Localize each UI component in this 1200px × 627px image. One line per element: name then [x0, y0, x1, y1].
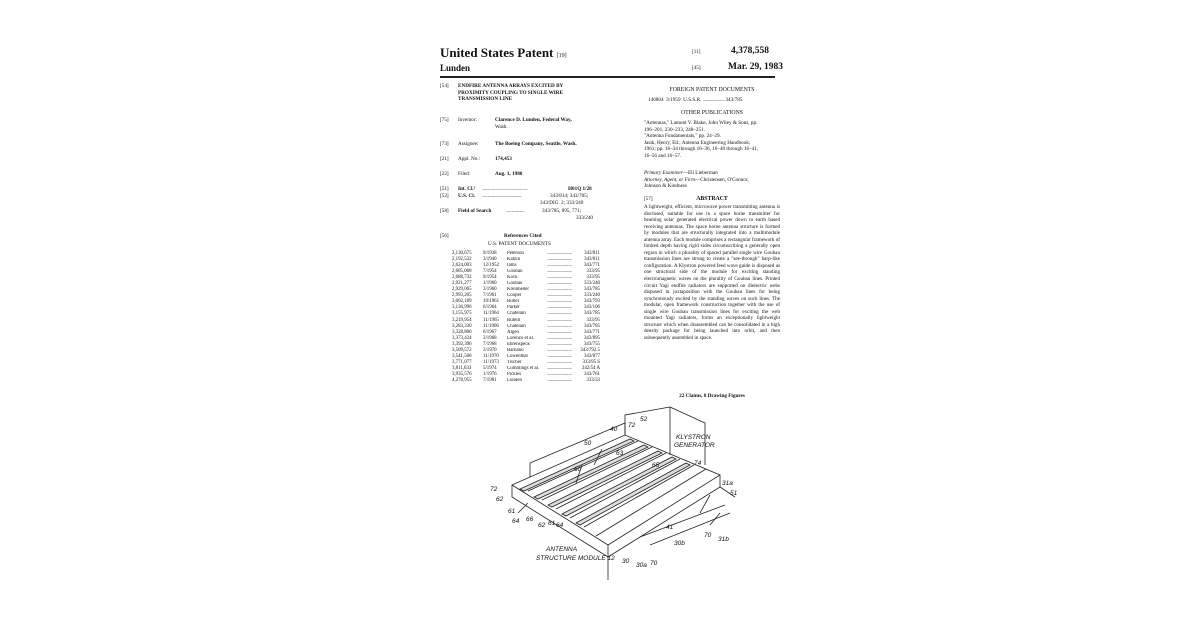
ref-dots: ..................................: [547, 317, 572, 323]
ref-class: 343/785: [583, 311, 600, 317]
ref-dots: ..................................: [547, 263, 572, 269]
label-62b: 62: [538, 522, 546, 529]
inventor-label: Inventor:: [458, 117, 478, 123]
ref-dots: ..................................: [547, 251, 572, 256]
label-40: 40: [610, 426, 618, 433]
ref-dots: ..................................: [547, 329, 572, 335]
inventor-surname: Lunden: [440, 63, 471, 73]
date-code: [45]: [692, 65, 701, 71]
ref-dots: ..................................: [547, 299, 572, 305]
ref-class: 343/895: [583, 335, 600, 341]
ref-class: 333/95: [586, 269, 600, 275]
refs-code: [56]: [440, 233, 449, 239]
ref-inventor: Goubau: [507, 281, 523, 287]
ref-date: 9/1938: [483, 251, 497, 256]
ref-date: 7/1981: [483, 377, 497, 383]
ref-inventor: Chatelain: [507, 311, 526, 317]
ref-number: 2,130,675: [452, 251, 472, 256]
label-31a: 31a: [722, 480, 733, 487]
ref-inventor: Butler: [507, 299, 520, 305]
ref-number: 3,509,572: [452, 347, 472, 353]
ref-dots: ..................................: [547, 335, 572, 341]
ref-dots: ..................................: [547, 275, 572, 281]
ref-inventor: Ehrenspeck: [507, 341, 530, 347]
label-41: 41: [666, 524, 674, 531]
ref-inventor: Iams: [507, 263, 517, 269]
ref-inventor: Parker: [507, 305, 520, 311]
ref-dots: ..................................: [547, 287, 572, 293]
label-72a: 72: [628, 422, 636, 429]
ref-date: 1/1960: [483, 281, 497, 287]
label-64a: 64: [512, 518, 520, 525]
label-65: 65: [652, 462, 660, 469]
label-66: 66: [526, 516, 534, 523]
label-61a: 61: [508, 508, 516, 515]
uscl-dots: .................................................: [482, 193, 522, 199]
search-dots: .......................: [506, 208, 525, 214]
header-rule: [440, 76, 775, 78]
foreign-title: FOREIGN PATENT DOCUMENTS: [669, 87, 755, 93]
inventor-code: [75]: [440, 117, 449, 123]
label-74: 74: [694, 460, 702, 467]
title-code: [54]: [440, 83, 449, 89]
ref-inventor: Kreinheder: [507, 287, 529, 293]
ref-number: 3,373,434: [452, 335, 472, 341]
search-code: [58]: [440, 208, 449, 214]
label-30a: 30a: [636, 562, 647, 569]
ref-inventor: Chatelain: [507, 323, 526, 329]
ref-date: 3/1968: [483, 335, 497, 341]
ref-number: 3,155,975: [452, 311, 472, 317]
ref-date: 7/1954: [483, 269, 497, 275]
ref-class: 343/785: [583, 323, 600, 329]
label-51: 51: [730, 490, 738, 497]
ref-number: 3,328,800: [452, 329, 472, 335]
filed-label: Filed:: [458, 171, 471, 177]
ref-dots: ..................................: [547, 311, 572, 317]
ref-date: 11/1964: [483, 311, 499, 317]
label-30: 30: [622, 558, 630, 565]
ref-dots: ..................................: [547, 323, 572, 329]
ref-number: 2,929,065: [452, 287, 472, 293]
label-64b: 64: [556, 522, 564, 529]
examiner: Primary Examiner—Eli Lieberman Attorney, Agent, or Firm—Christensen, O'Connor, Johnson & Kindness: [644, 170, 749, 190]
ref-number: 4,278,955: [452, 377, 472, 383]
ref-dots: ..................................: [547, 359, 572, 365]
label-63: 63: [616, 450, 624, 457]
search-label: Field of Search: [458, 208, 492, 214]
other-pubs-title: OTHER PUBLICATIONS: [681, 110, 743, 116]
ref-inventor: Lowenthar: [507, 353, 529, 359]
reference-list: [452, 251, 600, 384]
ref-class: 333/240: [583, 293, 600, 299]
ref-number: 3,392,396: [452, 341, 472, 347]
ref-number: 3,219,954: [452, 317, 472, 323]
ref-class: 343/792.5: [580, 347, 600, 353]
appl-value: 174,453: [495, 156, 512, 162]
ref-class: 343/785: [583, 287, 600, 293]
ref-number: 2,685,068: [452, 269, 472, 275]
patent-title: United States Patent [19]: [440, 45, 567, 60]
ref-class: 333/95 S: [582, 359, 600, 365]
ref-date: 11/1973: [483, 359, 499, 365]
ref-class: 242/54 A: [581, 365, 600, 371]
ref-inventor: Goubau: [507, 269, 523, 275]
ref-class: 333/240: [583, 281, 600, 287]
ref-dots: ..................................: [547, 365, 572, 371]
patent-page: [430, 40, 784, 600]
ref-class: 343/771: [583, 263, 600, 269]
claims-count: 22 Claims, 8 Drawing Figures: [679, 393, 745, 399]
ref-date: 11/1966: [483, 323, 499, 329]
intcl-value: H01Q 1/28: [568, 186, 592, 192]
ref-number: 2,993,205: [452, 293, 472, 299]
ref-date: 12/1952: [483, 263, 500, 269]
ref-inventor: Algeo: [507, 329, 519, 335]
label-72b: 72: [490, 486, 498, 493]
ref-number: 3,002,189: [452, 299, 472, 305]
ref-inventor: Barbano: [507, 347, 524, 353]
ref-date: 11/1970: [483, 353, 499, 359]
ref-inventor: Peterson: [507, 251, 524, 256]
ref-inventor: Lunden: [507, 377, 522, 383]
ref-class: 343/877: [583, 353, 600, 359]
ref-number: 2,192,532: [452, 257, 472, 263]
label-52: 52: [640, 416, 648, 423]
ref-dots: ..................................: [547, 257, 572, 263]
ref-number: 2,624,003: [452, 263, 472, 269]
label-module: STRUCTURE MODULE 12: [536, 555, 615, 562]
antenna-drawing: [490, 405, 750, 595]
ref-dots: ..................................: [547, 347, 572, 353]
inventor-value: Clarence D. Lunden, Federal Way, Wash.: [495, 117, 572, 130]
abstract-code: [57]: [644, 196, 653, 202]
patent-number: 4,378,558: [731, 46, 769, 56]
ref-date: 7/1968: [483, 341, 497, 347]
ref-class: 333/33: [586, 377, 600, 383]
ref-class: 333/95: [586, 275, 600, 281]
ref-inventor: Katzin: [507, 257, 521, 263]
ref-number: 3,935,576: [452, 371, 472, 377]
label-antenna: ANTENNA: [546, 546, 578, 553]
ref-class: 343/771: [583, 329, 600, 335]
assignee-value: The Boeing Company, Seattle, Wash.: [495, 141, 577, 147]
ref-date: 3/1940: [483, 257, 497, 263]
ref-dots: ..................................: [547, 377, 572, 383]
ref-dots: ..................................: [547, 281, 572, 287]
ref-dots: ..................................: [547, 293, 572, 299]
label-31b: 31b: [718, 536, 729, 543]
label-62: 62: [496, 496, 504, 503]
ref-class: 343/811: [584, 257, 600, 263]
ref-date: 6/1967: [483, 329, 497, 335]
ref-class: 343/106: [583, 305, 600, 311]
ref-number: 3,283,330: [452, 323, 472, 329]
uscl-code: [52]: [440, 193, 449, 199]
label-70b: 70: [650, 560, 658, 567]
other-pubs: "Antennas," Lamont V. Blake, John Wiley & Sons, pp. 196–201, 230–233, 248–251. "Antenna Fundamentals," pp. 24–29. Jasik, Henry, Ed.; Antenna Engineering Handbook; 1961; pp. 16–34 through 16–36, 16–40 through 16–41, 16–56 and 16–57.: [644, 120, 759, 159]
label-50: 50: [584, 440, 592, 447]
uscl-value2: 343/DIG. 2; 333/240: [540, 200, 584, 206]
ref-dots: ..................................: [547, 341, 572, 347]
refs-title: References Cited: [504, 233, 542, 239]
appl-label: Appl. No.:: [458, 156, 481, 162]
ref-date: 11/1965: [483, 317, 499, 323]
ref-date: 10/1961: [483, 299, 500, 305]
label-30b: 30b: [674, 540, 685, 547]
uscl-value: 343/814; 343/785;: [550, 193, 589, 199]
ref-inventor: Rutelli: [507, 317, 521, 323]
intcl-dots: .........................................................: [482, 186, 528, 192]
ref-dots: ..................................: [547, 353, 572, 359]
abstract-title: ABSTRACT: [696, 196, 728, 202]
ref-number: 3,541,568: [452, 353, 472, 359]
ref-date: 5/1974: [483, 365, 497, 371]
label-generator: GENERATOR: [674, 442, 715, 449]
number-code: [11]: [692, 49, 701, 55]
intcl-code: [51]: [440, 186, 449, 192]
ref-number: 3,771,077: [452, 359, 472, 365]
ref-inventor: Pickles: [507, 371, 522, 377]
foreign-row: 146804 3/1959 U.S.S.R. ........................... 343/785: [648, 97, 743, 103]
filed-code: [22]: [440, 171, 449, 177]
label-klystron: KLYSTRON: [676, 434, 711, 441]
ref-inventor: Lorenzo et al.: [507, 335, 535, 341]
ref-inventor: Cooper: [507, 293, 522, 299]
patent-date: Mar. 29, 1983: [728, 62, 784, 72]
label-70a: 70: [704, 532, 712, 539]
label-60: 60: [574, 466, 582, 473]
ref-inventor: Cummings et al.: [507, 365, 540, 371]
invention-title: ENDFIRE ANTENNA ARRAYS EXCITED BY PROXIMITY COUPLING TO SINGLE WIRE TRANSMISSION LINE: [458, 83, 564, 103]
ref-date: 9/1954: [483, 275, 497, 281]
ref-inventor: Tischer: [507, 359, 522, 365]
abstract-text: A lightweight, efficient, microwave power transmitting antenna is disclosed, suitable for use in a space borne transmitter for beaming solar generated electrical power down to earth based receiving antennas. The space borne antenna structure is formed by modules that are structurally integrated into a multimodule antenna array. Each module comprises a rectangular framework of limited depth having rigid sides circumscribing a generally open region in which a plurality of spaced parallel single wire Goubau transmission lines are strung to create a "see-through" harp-like configuration. A Klystron powered feed wave guide is disposed as one structural side of the module for exciting standing electromagnetic waves on the plurality of Goubau lines. Printed circuit Yagi endfire radiators are supported on dielectric webs disposed in juxtaposition with the Goubau lines for being synchronously excited by the standing waves on such lines. The modular, open framework construction together with the use of single wire Goubau transmission lines for exciting the web mounted Yagi radiators, forms an exceptionally lightweight structure which when disassembled can be consolidated in a high density package for being launched into orbit, and then subsequently assembled in space.: [644, 204, 780, 341]
ref-date: 3/1960: [483, 287, 497, 293]
ref-class: 343/811: [584, 251, 600, 256]
ref-dots: ..................................: [547, 305, 572, 311]
assignee-label: Assignee:: [458, 141, 479, 147]
assignee-code: [73]: [440, 141, 449, 147]
ref-number: 3,136,996: [452, 305, 472, 311]
ref-date: 1/1976: [483, 371, 497, 377]
ref-number: 2,688,732: [452, 275, 472, 281]
ref-number: 2,921,277: [452, 281, 472, 287]
ref-dots: ..................................: [547, 371, 572, 377]
label-61b: 61: [548, 520, 556, 527]
ref-date: 7/1961: [483, 293, 497, 299]
search-value: 343/785, 895, 771;: [542, 208, 582, 214]
appl-code: [21]: [440, 156, 449, 162]
uscl-label: U.S. Cl.: [458, 193, 476, 199]
ref-inventor: Kock: [507, 275, 518, 281]
ref-number: 3,811,633: [452, 365, 472, 371]
ref-class: 343/761: [583, 371, 600, 377]
ref-class: 343/755: [583, 341, 600, 347]
ref-date: 3/1970: [483, 347, 497, 353]
ref-dots: ..................................: [547, 269, 572, 275]
ref-class: 343/793: [583, 299, 600, 305]
intcl-label: Int. Cl.³: [458, 186, 476, 192]
ref-date: 6/1964: [483, 305, 497, 311]
search-value2: 333/240: [576, 215, 594, 221]
ref-class: 333/95: [586, 317, 600, 323]
reference-row: [452, 378, 600, 384]
filed-value: Aug. 1, 1980: [495, 171, 523, 177]
us-docs-title: U.S. PATENT DOCUMENTS: [488, 241, 551, 247]
